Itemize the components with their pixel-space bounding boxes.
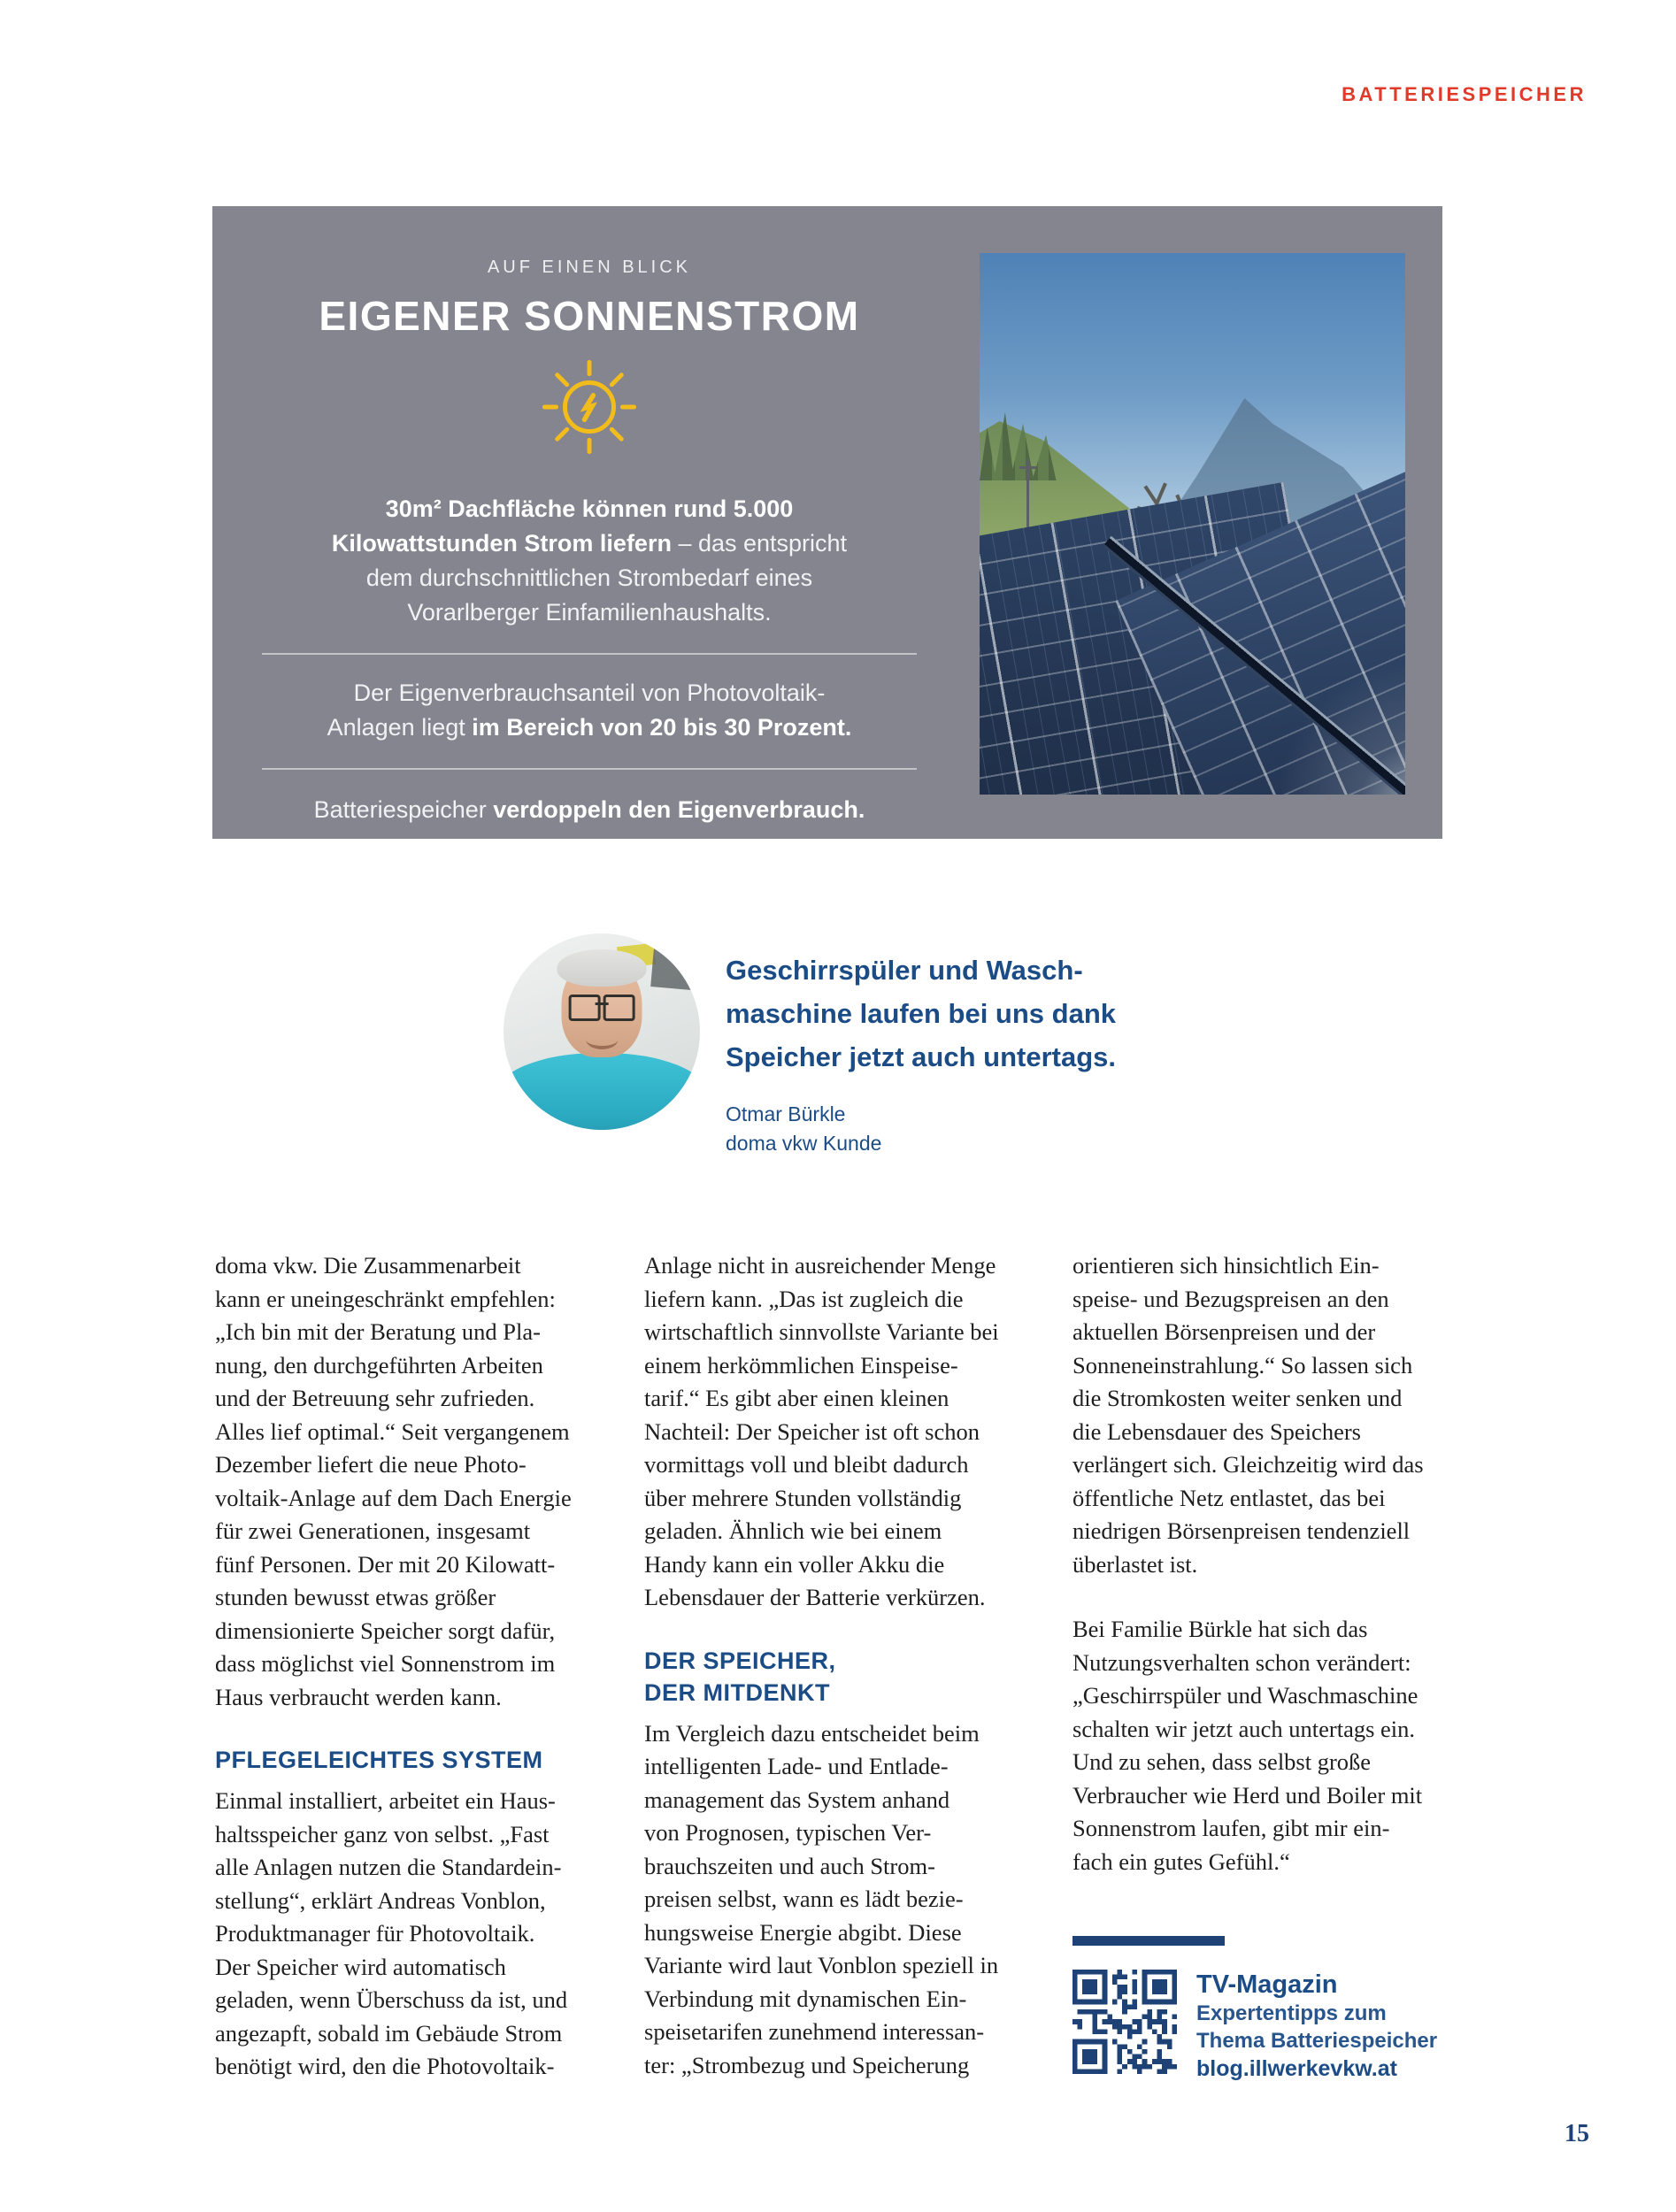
text-line: niedrigen Börsenpreisen tendenziell	[1072, 1517, 1411, 1544]
infobox	[212, 206, 1442, 839]
infobox-fact-roof-area	[212, 492, 966, 630]
article-column-1	[215, 1249, 604, 2084]
section-heading	[644, 1645, 1034, 1709]
text-line: Haus verbraucht werden kann.	[215, 1683, 502, 1710]
infobox-fact-battery	[212, 793, 966, 827]
text-line: überlastet ist.	[1072, 1550, 1198, 1578]
text-line: liefern kann. „Das ist zugleich die	[644, 1285, 964, 1312]
text-line: stunden bewusst etwas größer	[215, 1584, 496, 1610]
text-line: alle Anlagen nutzen die Standardein-	[215, 1854, 562, 1880]
text-line: Batteriespeicher verdoppeln den Eigenverbrauch.	[313, 796, 865, 823]
text-line: Geschirrspüler und Wasch-	[726, 955, 1083, 986]
category-label: BATTERIESPEICHER	[1342, 83, 1587, 105]
text-line: Verbraucher wie Herd und Boiler mit	[1072, 1781, 1423, 1809]
text-line: Dezember liefert die neue Photo-	[215, 1451, 527, 1478]
qr-caption	[1196, 1970, 1437, 2084]
text-line: Der Eigenverbrauchsanteil von Photovoltaik-	[353, 680, 826, 706]
text-line: management das System anhand	[644, 1786, 950, 1813]
portrait-glasses-lens	[604, 995, 635, 1021]
section-heading-line: PFLEGELEICHTES SYSTEM	[215, 1747, 543, 1773]
qr-caption-line: Expertentipps zum	[1196, 2001, 1387, 2025]
text-line: brauchszeiten und auch Strom-	[644, 1852, 935, 1879]
article-column-3	[1072, 1249, 1462, 1878]
text-line: geladen, wenn Überschuss da ist, und	[215, 1986, 568, 2013]
infobox-title: EIGENER SONNENSTROM	[319, 293, 860, 339]
article-column-2	[644, 1249, 1034, 2082]
text-line: preisen selbst, wann es lädt bezie-	[644, 1886, 964, 1912]
text-line: orientieren sich hinsichtlich Ein-	[1072, 1252, 1380, 1279]
text-line: Handy kann ein voller Akku die	[644, 1550, 945, 1578]
qr-blog-link: blog.illwerkevkw.at	[1196, 2056, 1397, 2081]
portrait-hair	[557, 949, 647, 987]
customer-portrait	[504, 933, 700, 1130]
infobox-content	[212, 206, 966, 839]
text-line: Und zu sehen, dass selbst große	[1072, 1748, 1372, 1775]
text-line: nung, den durchgeführten Arbeiten	[215, 1351, 543, 1379]
text-line: Im Vergleich dazu entscheidet beim	[644, 1719, 980, 1747]
text-line: speisetarifen zunehmend interessan-	[644, 2018, 985, 2045]
text-line: kann er uneingeschränkt empfehlen:	[215, 1285, 556, 1312]
text-line: über mehrere Stunden vollständig	[644, 1484, 962, 1511]
text-line: intelligenten Lade- und Entlade-	[644, 1753, 949, 1779]
text-line: öffentliche Netz entlastet, das bei	[1072, 1484, 1386, 1511]
text-line: die Lebensdauer des Speichers	[1072, 1417, 1361, 1445]
text-line: dem durchschnittlichen Strombedarf eines	[365, 565, 813, 591]
text-line: hungsweise Energie abgibt. Diese	[644, 1918, 962, 1946]
text-line: Anlage nicht in ausreichender Menge	[644, 1252, 996, 1279]
portrait-face	[561, 959, 642, 1057]
text-line: „Ich bin mit der Beratung und Pla-	[215, 1318, 541, 1345]
text-line: wirtschaftlich sinnvollste Variante bei	[644, 1318, 999, 1345]
rooftop-solar-photo	[980, 253, 1405, 795]
text-line: Nachteil: Der Speicher ist oft schon	[644, 1417, 980, 1445]
qr-title: TV-Magazin	[1196, 1970, 1338, 1999]
divider	[262, 768, 917, 770]
text-line: Bei Familie Bürkle hat sich das	[1072, 1616, 1368, 1642]
text-line: tarif.“ Es gibt aber einen kleinen	[644, 1385, 949, 1411]
text-line: schalten wir jetzt auch untertags ein.	[1072, 1715, 1416, 1742]
portrait-glasses-lens	[568, 995, 600, 1021]
text-line: Nutzungsverhalten schon verändert:	[1072, 1648, 1411, 1676]
quote-author-name: Otmar Bürkle	[726, 1102, 846, 1125]
text-line: Einmal installiert, arbeitet ein Haus-	[215, 1787, 556, 1814]
text-line: „Geschirrspüler und Waschmaschine	[1072, 1682, 1418, 1709]
text-line: Sonneneinstrahlung.“ So lassen sich	[1072, 1351, 1413, 1379]
portrait-shirt	[504, 1053, 700, 1130]
text-line: Produktmanager für Photovoltaik.	[215, 1920, 535, 1947]
text-line: Verbindung mit dynamischen Ein-	[644, 1985, 967, 2012]
text-line: einem herkömmlichen Einspeise-	[644, 1351, 958, 1379]
text-line: Speicher jetzt auch untertags.	[726, 1041, 1116, 1072]
divider-bar	[1072, 1936, 1225, 1946]
text-line: Lebensdauer der Batterie verkürzen.	[644, 1584, 986, 1610]
portrait-smile	[586, 1030, 618, 1049]
text-line: Alles lief optimal.“ Seit vergangenem	[215, 1417, 570, 1445]
text-line: Kilowattstunden Strom liefern – das entspricht	[331, 530, 848, 557]
text-line: benötigt wird, den die Photovoltaik-	[215, 2053, 555, 2079]
text-line: angezapft, sobald im Gebäude Strom	[215, 2019, 563, 2047]
text-line: speise- und Bezugspreisen an den	[1072, 1285, 1389, 1312]
text-line: haltsspeicher ganz von selbst. „Fast	[215, 1820, 550, 1847]
testimonial-quote	[726, 949, 1116, 1158]
text-line: 30m² Dachfläche können rund 5.000	[385, 495, 794, 522]
text-line: Vorarlberger Einfamilienhaushalts.	[407, 599, 772, 626]
quote-author-role: doma vkw Kunde	[726, 1132, 882, 1155]
text-line: von Prognosen, typischen Ver-	[644, 1819, 932, 1846]
text-line: für zwei Generationen, insgesamt	[215, 1517, 531, 1544]
text-line: stellung“, erklärt Andreas Vonblon,	[215, 1886, 546, 1914]
text-line: doma vkw. Die Zusammenarbeit	[215, 1252, 521, 1279]
text-line: geladen. Ähnlich wie bei einem	[644, 1517, 942, 1544]
text-line: ter: „Strombezug und Speicherung	[644, 2051, 970, 2078]
infobox-fact-self-consumption	[212, 676, 966, 745]
divider	[262, 653, 917, 655]
text-line: dimensionierte Speicher sorgt dafür,	[215, 1617, 556, 1644]
text-line: Anlagen liegt im Bereich von 20 bis 30 Prozent.	[327, 714, 852, 741]
text-line: verlängert sich. Gleichzeitig wird das	[1072, 1451, 1424, 1478]
text-line: Sonnenstrom laufen, gibt mir ein-	[1072, 1815, 1390, 1841]
text-line: Variante wird laut Vonblon speziell in	[644, 1952, 999, 1978]
text-line: vormittags voll und bleibt dadurch	[644, 1451, 969, 1478]
portrait-glasses	[565, 995, 639, 1016]
text-line: fünf Personen. Der mit 20 Kilowatt-	[215, 1550, 556, 1578]
portrait-background-object	[650, 933, 700, 991]
text-line: Der Speicher wird automatisch	[215, 1953, 506, 1980]
quote-lines	[726, 949, 1116, 1079]
section-heading	[215, 1744, 604, 1776]
portrait-glasses-bridge	[595, 1002, 608, 1005]
section-heading-line: DER SPEICHER,	[644, 1647, 836, 1674]
text-line: fach ein gutes Gefühl.“	[1072, 1847, 1290, 1875]
text-line: die Stromkosten weiter senken und	[1072, 1385, 1403, 1411]
text-line: dass möglichst viel Sonnenstrom im	[215, 1650, 556, 1677]
section-heading-line: DER MITDENKT	[644, 1678, 830, 1706]
sun-energy-icon	[212, 349, 966, 469]
page-number: 15	[1565, 2120, 1589, 2147]
paragraph-gap	[1072, 1581, 1462, 1613]
text-line: und der Betreuung sehr zufrieden.	[215, 1385, 535, 1411]
infobox-kicker: AUF EINEN BLICK	[487, 257, 692, 277]
qr-code	[1072, 1970, 1177, 2074]
qr-caption-line: Thema Batteriespeicher	[1196, 2029, 1438, 2053]
text-line: voltaik-Anlage auf dem Dach Energie	[215, 1484, 572, 1511]
text-line: aktuellen Börsenpreisen und der	[1072, 1318, 1376, 1345]
text-line: maschine laufen bei uns dank	[726, 998, 1117, 1029]
